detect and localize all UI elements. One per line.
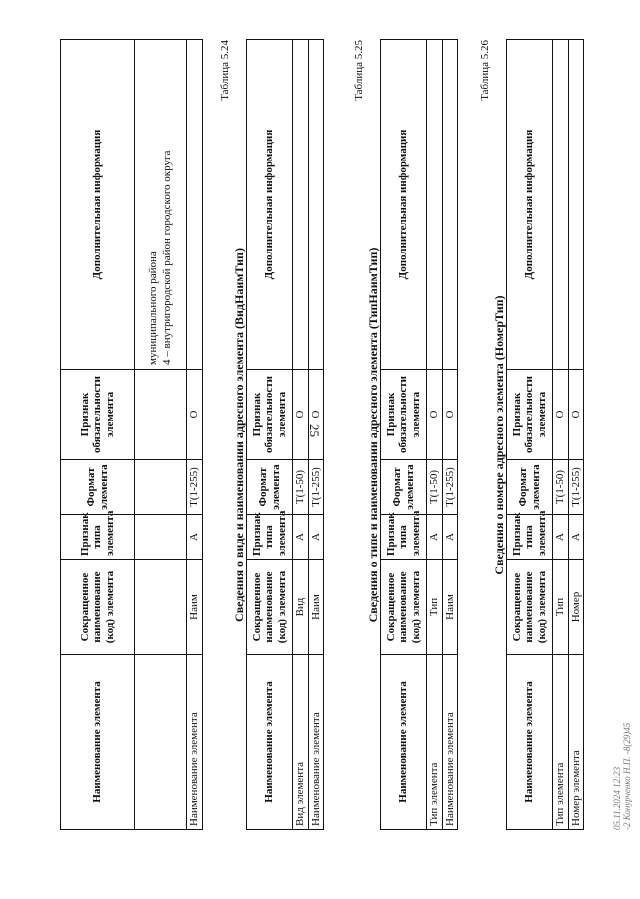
table-row [293,40,309,830]
table-5-24-section [218,40,324,830]
cell-code: Наим [308,560,324,655]
table-row [442,40,458,830]
cell-mandatory: О [442,370,458,460]
table-5-24 [246,39,324,830]
cell-mandatory: О [427,370,443,460]
cell-name: Тип элемента [427,655,443,830]
table-row [568,40,584,830]
table-header-row [507,40,553,830]
table-number: Таблица 5.26 [479,40,491,101]
header-format: Формат элемента [507,460,553,515]
cell-code: Наим [442,560,458,655]
signature-stamp [612,723,632,830]
additional-info-note [135,40,187,370]
table-title: Сведения о номере адресного элемента (НомерТип) [492,295,506,575]
table-top [60,39,203,830]
header-name: Наименование элемента [507,655,553,830]
cell-additional [442,40,458,370]
cell-mandatory: О [187,370,203,460]
table-header-row [381,40,427,830]
cell-type-flag: А [553,515,569,560]
cell-format: T(1-50) [293,460,309,515]
table-row [553,40,569,830]
cell-format: T(1-50) [553,460,569,515]
header-format: Формат элемента [247,460,293,515]
cell-type-flag: А [308,515,324,560]
header-format: Формат элемента [381,460,427,515]
cell-format: T(1-255) [568,460,584,515]
table-row [427,40,443,830]
table-number: Таблица 5.24 [219,40,231,101]
cell-mandatory: О [308,370,324,460]
table-header-row [61,40,135,830]
cell-name: Номер элемента [568,655,584,830]
header-mandatory: Признак обязательности элемента [507,370,553,460]
table-5-26-section [478,40,584,830]
note-line-2: 4 – внутригородской район городского округа [160,150,173,365]
cell-mandatory: О [553,370,569,460]
table-row [187,40,203,830]
header-additional: Дополнительная информация [381,40,427,370]
cell-additional [293,40,309,370]
header-additional: Дополнительная информация [61,40,135,370]
header-code: Сокращенное наименование (код) элемента [61,560,135,655]
signature-line-1: 05.11.2024 12:23 [612,766,622,830]
header-name: Наименование элемента [381,655,427,830]
table-row [308,40,324,830]
header-additional: Дополнительная информация [507,40,553,370]
header-type-flag: Признак типа элемента [507,515,553,560]
table-title: Сведения о типе и наименовании адресного элемента (ТипНаимТип) [366,247,380,623]
cell-type-flag: А [187,515,203,560]
cell-code: Вид [293,560,309,655]
header-format: Формат элемента [61,460,135,515]
cell-code: Номер [568,560,584,655]
cell-additional [553,40,569,370]
table-row-empty [135,40,187,830]
table-top-section [60,40,203,830]
table-5-25-section [352,40,458,830]
cell-type-flag: А [427,515,443,560]
note-line-1: муниципального района [146,251,159,365]
cell-mandatory: О [293,370,309,460]
cell-additional [187,40,203,370]
table-number: Таблица 5.25 [353,40,365,101]
cell-format: T(1-255) [308,460,324,515]
cell-additional [427,40,443,370]
table-title: Сведения о виде и наименовании адресного элемента (ВидНаимТип) [232,248,246,622]
cell-name: Наименование элемента [308,655,324,830]
header-type-flag: Признак типа элемента [247,515,293,560]
table-5-26 [506,39,584,830]
cell-additional [308,40,324,370]
header-name: Наименование элемента [61,655,135,830]
cell-code: Тип [427,560,443,655]
table-header-row [247,40,293,830]
header-additional: Дополнительная информация [247,40,293,370]
page-number: 25 [307,424,322,437]
cell-code: Наим [187,560,203,655]
cell-name: Тип элемента [553,655,569,830]
cell-name: Вид элемента [293,655,309,830]
header-code: Сокращенное наименование (код) элемента [247,560,293,655]
header-mandatory: Признак обязательности элемента [61,370,135,460]
header-type-flag: Признак типа элемента [61,515,135,560]
rotated-page-content [60,30,640,830]
header-mandatory: Признак обязательности элемента [381,370,427,460]
cell-type-flag: А [568,515,584,560]
signature-line-2: -2 Конурченко Н.П. -8(29)45 [622,722,632,830]
table-5-25 [380,39,458,830]
cell-type-flag: А [293,515,309,560]
header-code: Сокращенное наименование (код) элемента [381,560,427,655]
header-name: Наименование элемента [247,655,293,830]
cell-format: T(1-50) [427,460,443,515]
cell-name: Наименование элемента [442,655,458,830]
header-code: Сокращенное наименование (код) элемента [507,560,553,655]
cell-type-flag: А [442,515,458,560]
cell-mandatory: О [568,370,584,460]
cell-additional [568,40,584,370]
header-mandatory: Признак обязательности элемента [247,370,293,460]
cell-name: Наименование элемента [187,655,203,830]
header-type-flag: Признак типа элемента [381,515,427,560]
cell-format: T(1-255) [442,460,458,515]
cell-code: Тип [553,560,569,655]
cell-format: T(1-255) [187,460,203,515]
